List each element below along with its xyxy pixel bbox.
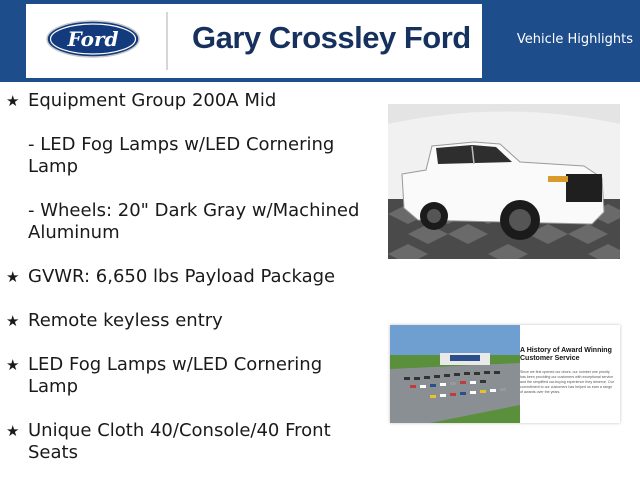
highlight-item xyxy=(0,90,370,112)
highlights-list xyxy=(0,90,370,480)
ford-logo xyxy=(46,20,140,58)
ford-logo-text: Ford xyxy=(67,27,119,51)
dealer-name: Gary Crossley Ford xyxy=(192,20,471,55)
star-icon: ★ xyxy=(6,92,20,110)
highlight-label: Equipment Group 200A Mid xyxy=(28,90,277,111)
vehicle-highlights-link[interactable]: Vehicle Highlights xyxy=(516,32,633,47)
star-icon: ★ xyxy=(6,268,20,286)
star-icon: ★ xyxy=(6,422,20,440)
award-body: Since we first opened our doors, our number one priority has been providing our customers with exceptional service and the simplified car-buying experience they deserve. Our commitment to our customers has helped us earn a range of awards over the years. xyxy=(520,370,614,394)
highlight-subitem: - LED Fog Lamps w/LED Cornering Lamp xyxy=(28,134,335,177)
highlight-item xyxy=(0,420,370,464)
highlight-label: Remote keyless entry xyxy=(28,310,223,331)
highlight-item xyxy=(0,354,370,398)
award-title: A History of Award Winning Customer Service xyxy=(520,347,612,362)
highlight-subitem: - Wheels: 20" Dark Gray w/Machined Aluminum xyxy=(28,200,360,243)
dealer-logo-panel xyxy=(26,4,482,78)
header-bar xyxy=(0,0,640,82)
star-icon: ★ xyxy=(6,312,20,330)
award-card xyxy=(390,325,620,423)
truck-photo xyxy=(388,104,620,259)
dealership-aerial-photo xyxy=(390,325,520,423)
highlight-item xyxy=(0,266,370,288)
star-icon: ★ xyxy=(6,356,20,374)
highlight-item xyxy=(0,310,370,332)
highlight-label: LED Fog Lamps w/LED Cornering Lamp xyxy=(28,354,323,397)
truck-illustration xyxy=(388,104,620,259)
highlight-label: Unique Cloth 40/Console/40 Front Seats xyxy=(28,420,331,463)
logo-divider xyxy=(166,12,168,70)
dealership-illustration xyxy=(390,325,520,423)
highlight-label: GVWR: 6,650 lbs Payload Package xyxy=(28,266,336,287)
